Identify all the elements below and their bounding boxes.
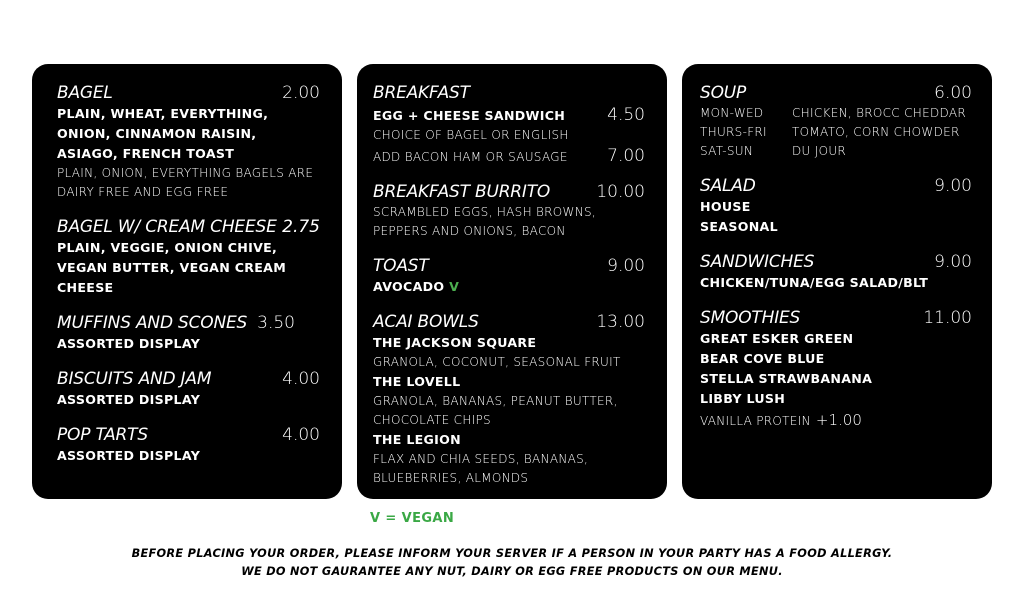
item-line: CHEESE <box>57 280 114 295</box>
note-line: SCRAMBLED EGGS, HASH BROWNS, <box>373 205 597 219</box>
vegan-mark: V <box>449 279 460 294</box>
section-title: ACAI BOWLS <box>373 312 479 332</box>
item-line: STELLA STRAWBANANA <box>700 371 873 386</box>
section-price: 2.00 <box>282 83 320 103</box>
addon-price: +1.00 <box>815 411 862 429</box>
soup-day: THURS-FRI <box>700 125 767 139</box>
note-line: GRANOLA, BANANAS, PEANUT BUTTER, <box>373 394 618 408</box>
section-title: SALAD <box>700 176 756 196</box>
item-line: AVOCADO <box>373 279 445 294</box>
addon-label: VANILLA PROTEIN <box>700 414 811 428</box>
bowl-name: THE JACKSON SQUARE <box>373 335 537 350</box>
disclaimer-line: WE DO NOT GAURANTEE ANY NUT, DAIRY OR EGG FREE PRODUCTS ON OUR MENU. <box>241 565 783 578</box>
item-line: VEGAN BUTTER, VEGAN CREAM <box>57 260 287 275</box>
item-price: 7.00 <box>607 146 645 166</box>
item-line: ASSORTED DISPLAY <box>57 448 201 463</box>
section-price: 9.00 <box>607 256 645 276</box>
item-line: GREAT ESKER GREEN <box>700 331 854 346</box>
item-line: SEASONAL <box>700 219 778 234</box>
section-title: SMOOTHIES <box>700 308 801 328</box>
section-price: 13.00 <box>596 312 645 332</box>
section-title: SANDWICHES <box>700 252 815 272</box>
menu-board-middle <box>357 64 667 499</box>
menu-board-right <box>682 64 992 499</box>
section-price: 2.75 <box>282 217 320 237</box>
section-price: 4.00 <box>282 425 320 445</box>
section-sandwiches <box>700 251 972 293</box>
item-line: LIBBY LUSH <box>700 391 786 406</box>
soup-name: DU JOUR <box>792 144 847 158</box>
section-acai <box>373 311 645 488</box>
item-price: 4.50 <box>607 105 645 125</box>
section-breakfast <box>373 82 645 167</box>
section-price: 3.50 <box>257 313 295 333</box>
soup-name: TOMATO, CORN CHOWDER <box>792 125 960 139</box>
section-toast <box>373 255 645 297</box>
disclaimer-line: BEFORE PLACING YOUR ORDER, PLEASE INFORM YOUR SERVER IF A PERSON IN YOUR PARTY HAS A FOOD ALLERGY. <box>131 547 893 560</box>
note-line: BLUEBERRIES, ALMONDS <box>373 471 529 485</box>
item-line: EGG + CHEESE SANDWICH <box>373 108 566 123</box>
section-title: MUFFINS AND SCONES <box>57 313 248 333</box>
note-line: CHOCOLATE CHIPS <box>373 413 491 427</box>
menu-board-left <box>32 64 342 499</box>
allergy-disclaimer <box>0 545 1024 581</box>
note-line: DAIRY FREE AND EGG FREE <box>57 185 229 199</box>
note-line: PEPPERS AND ONIONS, BACON <box>373 224 566 238</box>
item-line: HOUSE <box>700 199 751 214</box>
item-line: CHICKEN/TUNA/EGG SALAD/BLT <box>700 275 929 290</box>
section-soup <box>700 82 972 161</box>
section-smoothies <box>700 307 972 431</box>
section-title: SOUP <box>700 83 747 103</box>
item-line: PLAIN, VEGGIE, ONION CHIVE, <box>57 240 278 255</box>
section-price: 6.00 <box>934 83 972 103</box>
section-biscuits <box>57 368 320 410</box>
section-salad <box>700 175 972 237</box>
item-line: ASIAGO, FRENCH TOAST <box>57 146 235 161</box>
note-line: GRANOLA, COCONUT, SEASONAL FRUIT <box>373 355 621 369</box>
soup-day: SAT-SUN <box>700 144 754 158</box>
section-bagel-cream-cheese <box>57 216 320 298</box>
item-line: PLAIN, WHEAT, EVERYTHING, <box>57 106 269 121</box>
note-line: CHOICE OF BAGEL OR ENGLISH <box>373 128 569 142</box>
item-line: ASSORTED DISPLAY <box>57 336 201 351</box>
soup-name: CHICKEN, BROCC CHEDDAR <box>792 106 966 120</box>
note-line: PLAIN, ONION, EVERYTHING BAGELS ARE <box>57 166 314 180</box>
section-muffins <box>57 312 320 354</box>
section-bagel <box>57 82 320 202</box>
note-line: FLAX AND CHIA SEEDS, BANANAS, <box>373 452 589 466</box>
item-line: BEAR COVE BLUE <box>700 351 825 366</box>
section-poptarts <box>57 424 320 466</box>
section-title: POP TARTS <box>57 425 148 445</box>
section-title: TOAST <box>373 256 429 276</box>
section-title: BISCUITS AND JAM <box>57 369 212 389</box>
section-title: BREAKFAST <box>373 83 470 103</box>
section-price: 10.00 <box>596 182 645 202</box>
section-title: BREAKFAST BURRITO <box>373 182 551 202</box>
bowl-name: THE LEGION <box>373 432 462 447</box>
section-price: 11.00 <box>923 308 972 328</box>
section-burrito <box>373 181 645 241</box>
note-line: ADD BACON HAM OR SAUSAGE <box>373 150 568 164</box>
bowl-name: THE LOVELL <box>373 374 461 389</box>
soup-day: MON-WED <box>700 106 764 120</box>
section-price: 4.00 <box>282 369 320 389</box>
vegan-legend: V = VEGAN <box>370 511 455 526</box>
item-line: ONION, CINNAMON RAISIN, <box>57 126 257 141</box>
section-price: 9.00 <box>934 252 972 272</box>
section-title: BAGEL <box>57 83 113 103</box>
section-title: BAGEL W/ CREAM CHEESE <box>57 217 277 237</box>
item-line: ASSORTED DISPLAY <box>57 392 201 407</box>
section-price: 9.00 <box>934 176 972 196</box>
